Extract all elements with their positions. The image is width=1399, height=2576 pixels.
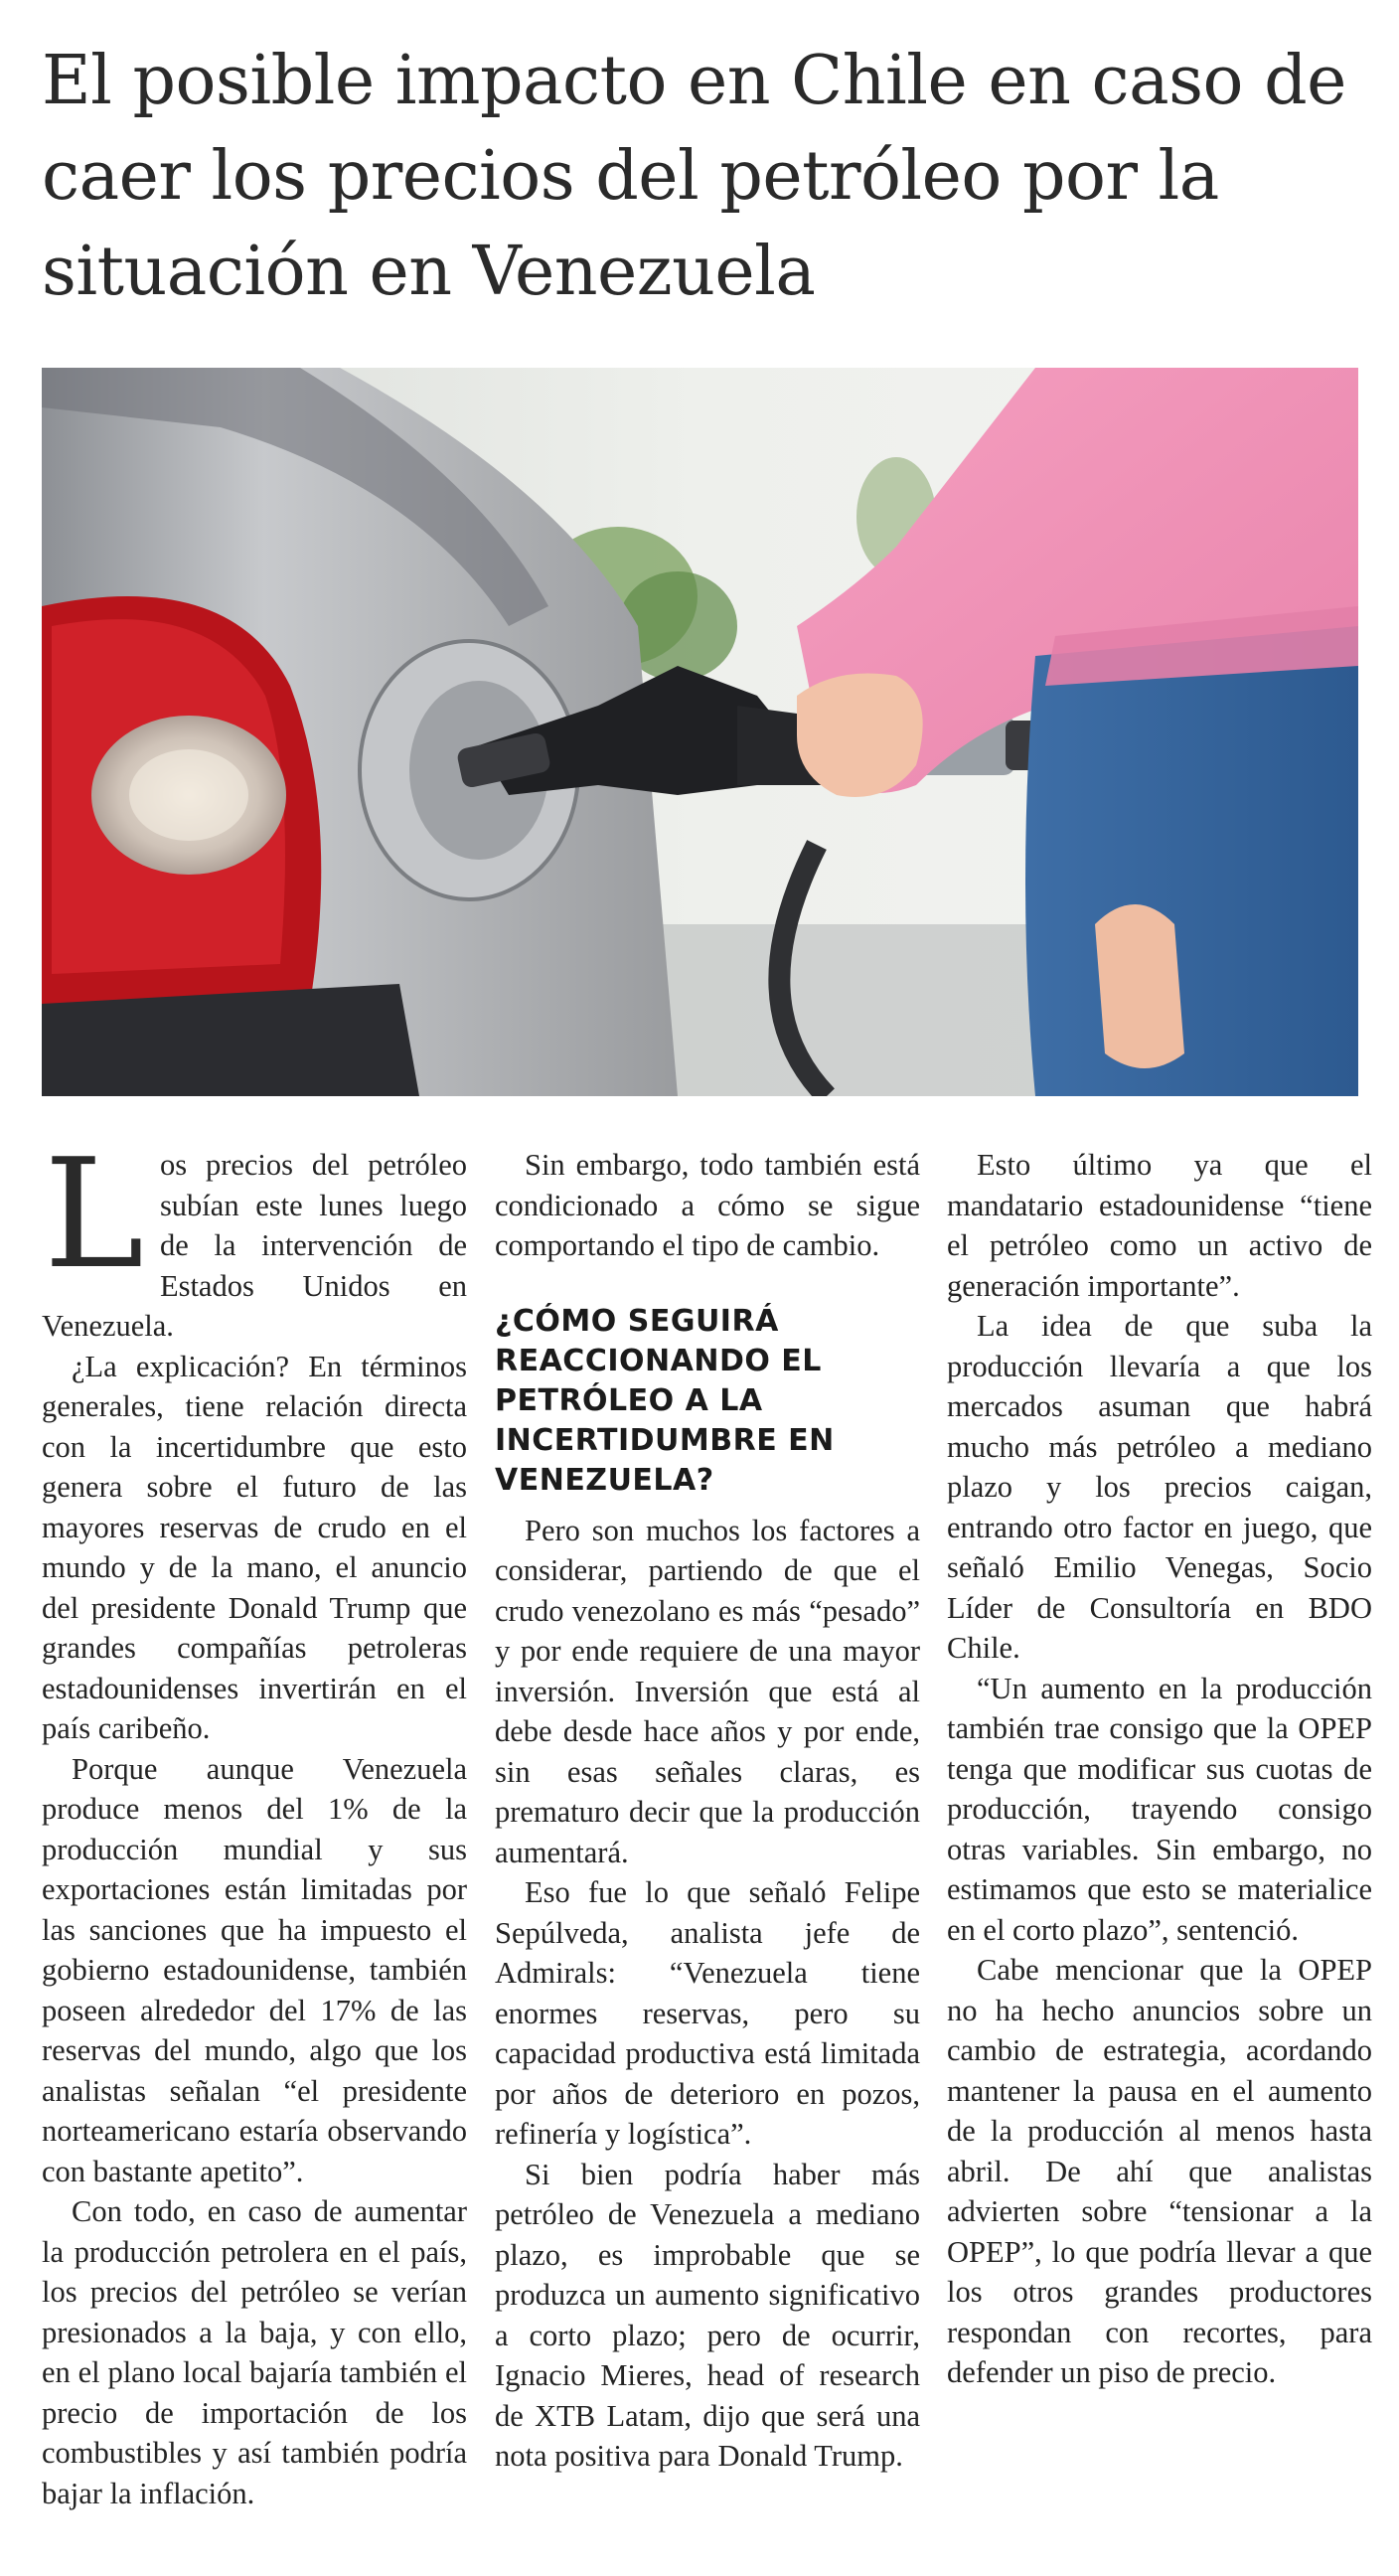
- article-photo: [42, 368, 1358, 1096]
- drop-cap: L: [44, 1126, 144, 1302]
- body-paragraph: La idea de que suba la producción llevaría a que los mercados asuman que habrá mucho más petróleo a mediano plazo y los precios caigan, entrando otro factor en juego, que señaló Emilio Venegas, Socio Líder de Consultoría en BDO Chile.: [947, 1309, 1372, 1665]
- article-column-3: [947, 1145, 1372, 2393]
- article-column-1: [42, 1126, 467, 2513]
- body-paragraph: ¿La explicación? En términos generales, tiene relación directa con la incertidumbre que esto genera sobre el futuro de las mayores reservas de crudo en el mundo y de la mano, el anuncio del presidente Donald Trump que grandes compañías petroleras estadounidenses invertirán en el país caribeño.: [42, 1349, 467, 1745]
- fuel-pump-photo: [42, 368, 1358, 1096]
- body-paragraph: Pero son muchos los factores a considerar, partiendo de que el crudo venezolano es más “pesado” y por ende requiere de una mayor inversión. Inversión que está al debe desde hace años y por ende, sin esas señales claras, es prematuro decir que la producción aumentará.: [495, 1513, 920, 1869]
- body-paragraph: Eso fue lo que señaló Felipe Sepúlveda, analista jefe de Admirals: “Venezuela tiene enormes reservas, pero su capacidad productiva está limitada por años de deterioro en pozos, refinería y logística”.: [495, 1875, 920, 2151]
- body-paragraph: Porque aunque Venezuela produce menos del 1% de la producción mundial y sus exportaciones están limitadas por las sanciones que ha impuesto el gobierno estadounidense, también poseen alrededor del 17% de las reservas del mundo, algo que los analistas señalan “el presidente norteamericano estaría observando con bastante apetito”.: [42, 1751, 467, 2188]
- body-paragraph: Esto último ya que el mandatario estadounidense “tiene el petróleo como un activo de generación importante”.: [947, 1148, 1372, 1303]
- lead-paragraph-text: os precios del petróleo subían este lunes luego de la intervención de Estados Unidos en Venezuela.: [42, 1148, 467, 1343]
- body-paragraph: Si bien podría haber más petróleo de Venezuela a mediano plazo, es improbable que se produzca un aumento significativo a corto plazo; pero de ocurrir, Ignacio Mieres, head of research de XTB Latam, dijo que será una nota positiva para Donald Trump.: [495, 2157, 920, 2473]
- lead-paragraph: [42, 1126, 467, 1347]
- body-paragraph: Sin embargo, todo también está condicionado a cómo se sigue comportando el tipo de cambio.: [495, 1148, 920, 1262]
- body-paragraph: “Un aumento en la producción también trae consigo que la OPEP tenga que modificar sus cuotas de producción, trayendo consigo otras variables. Sin embargo, no estimamos que esto se materialice en el corto plazo”, sentenció.: [947, 1671, 1372, 1947]
- section-subheading: ¿CÓMO SEGUIRÁ REACCIONANDO EL PETRÓLEO A LA INCERTIDUMBRE EN VENEZUELA?: [495, 1303, 835, 1498]
- article-column-2: [495, 1145, 920, 2477]
- body-paragraph: Con todo, en caso de aumentar la producción petrolera en el país, los precios del petróleo se verían presionados a la baja, y con ello, en el plano local bajaría también el precio de importación de los combustibles y así también podría bajar la inflación.: [42, 2194, 467, 2510]
- body-paragraph: Cabe mencionar que la OPEP no ha hecho anuncios sobre un cambio de estrategia, acordando mantener la pausa en el aumento de la producción al menos hasta abril. De ahí que analistas advierten sobre “tensionar a la OPEP”, lo que podría llevar a que los otros grandes productores respondan con recortes, para defender un piso de precio.: [947, 1953, 1372, 2389]
- article-title: El posible impacto en Chile en caso de caer los precios del petróleo por la situación en Venezuela: [42, 42, 1346, 311]
